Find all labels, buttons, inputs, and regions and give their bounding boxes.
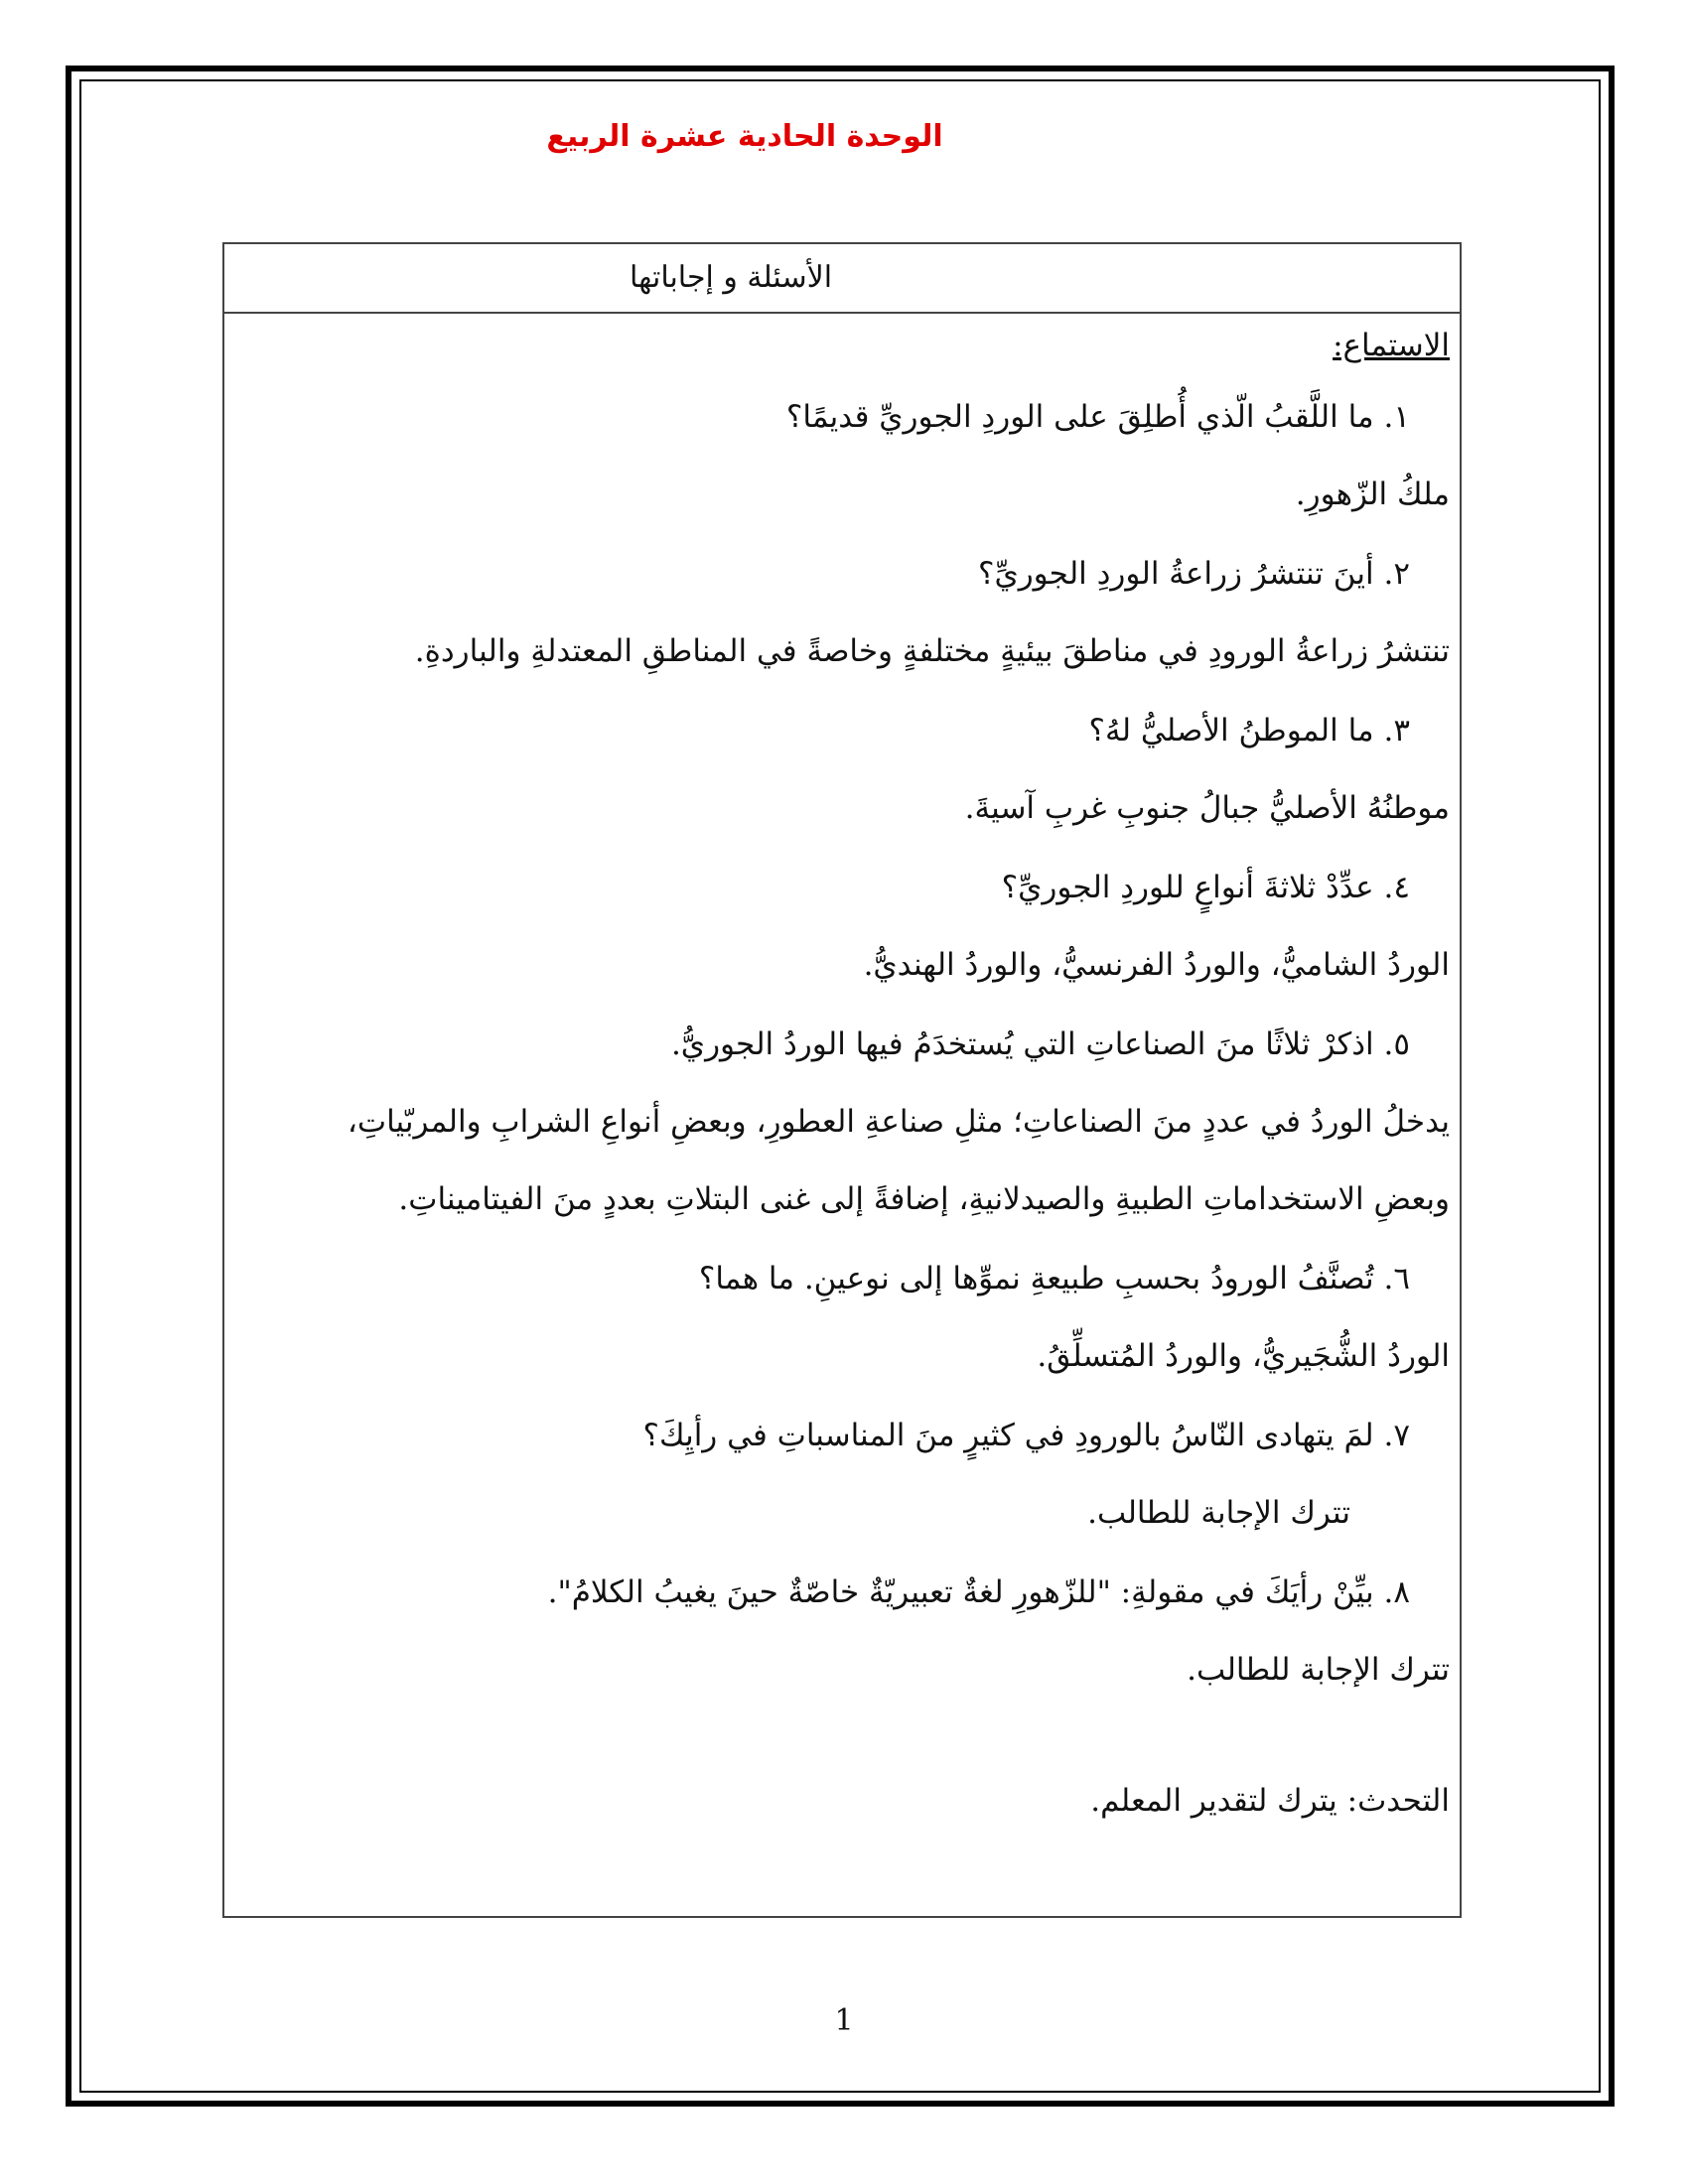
question-8: ٨. بيِّنْ رأيَكَ في مقولةِ: "للزّهورِ لغةٌ تعبيريّةٌ خاصّةٌ حينَ يغيبُ الكلامُ".: [547, 1574, 1410, 1610]
speaking-note: التحدث: يترك لتقدير المعلم.: [1090, 1783, 1450, 1819]
answer-1: ملكُ الزّهورِ.: [1295, 477, 1450, 512]
question-6: ٦. تُصنَّفُ الورودُ بحسبِ طبيعةِ نموِّها إلى نوعينِ. ما هما؟: [698, 1261, 1410, 1297]
question-5: ٥. اذكرْ ثلاثًا منَ الصناعاتِ التي يُستخدَمُ فيها الوردُ الجوريُّ.: [670, 1026, 1410, 1062]
answer-8: تترك الإجابة للطالب.: [1187, 1652, 1450, 1688]
table-header: الأسئلة و إجاباتها: [224, 244, 1460, 314]
answer-7: تترك الإجابة للطالب.: [1087, 1495, 1350, 1531]
question-4: ٤. عدِّدْ ثلاثةَ أنواعٍ للوردِ الجوريِّ؟: [1001, 870, 1410, 905]
answer-3: موطنُهُ الأصليُّ جبالُ جنوبِ غربِ آسيةَ.: [964, 790, 1450, 826]
answer-5-line-1: يدخلُ الوردُ في عددٍ منَ الصناعاتِ؛ مثلِ صناعةِ العطورِ، وبعضِ أنواعِ الشرابِ والمربّياتِ،: [347, 1104, 1450, 1140]
page-number: 1: [834, 2003, 854, 2038]
question-3: ٣. ما الموطنُ الأصليُّ لهُ؟: [1088, 713, 1410, 749]
question-2: ٢. أينَ تنتشرُ زراعةُ الوردِ الجوريِّ؟: [977, 556, 1410, 592]
unit-title: الوحدة الحادية عشرة الربيع: [546, 119, 943, 154]
answer-4: الوردُ الشاميُّ، والوردُ الفرنسيُّ، والوردُ الهنديُّ.: [863, 947, 1450, 983]
question-1: ١. ما اللَّقبُ الّذي أُطلِقَ على الوردِ الجوريِّ قديمًا؟: [785, 399, 1410, 435]
listening-heading: الاستماع:: [1333, 328, 1450, 363]
answer-6: الوردُ الشُّجَيريُّ، والوردُ المُتسلِّقُ.: [1037, 1338, 1450, 1374]
answer-5-line-2: وبعضِ الاستخداماتِ الطبيةِ والصيدلانيةِ، إضافةً إلى غنى البتلاتِ بعددٍ منَ الفيتاميناتِ.: [398, 1181, 1450, 1217]
question-7: ٧. لمَ يتهادى النّاسُ بالورودِ في كثيرٍ منَ المناسباتِ في رأيِكَ؟: [642, 1418, 1410, 1453]
qa-table: [222, 242, 1462, 1918]
answer-2: تنتشرُ زراعةُ الورودِ في مناطقَ بيئيةٍ مختلفةٍ وخاصةً في المناطقِ المعتدلةِ والباردةِ.: [414, 633, 1450, 669]
